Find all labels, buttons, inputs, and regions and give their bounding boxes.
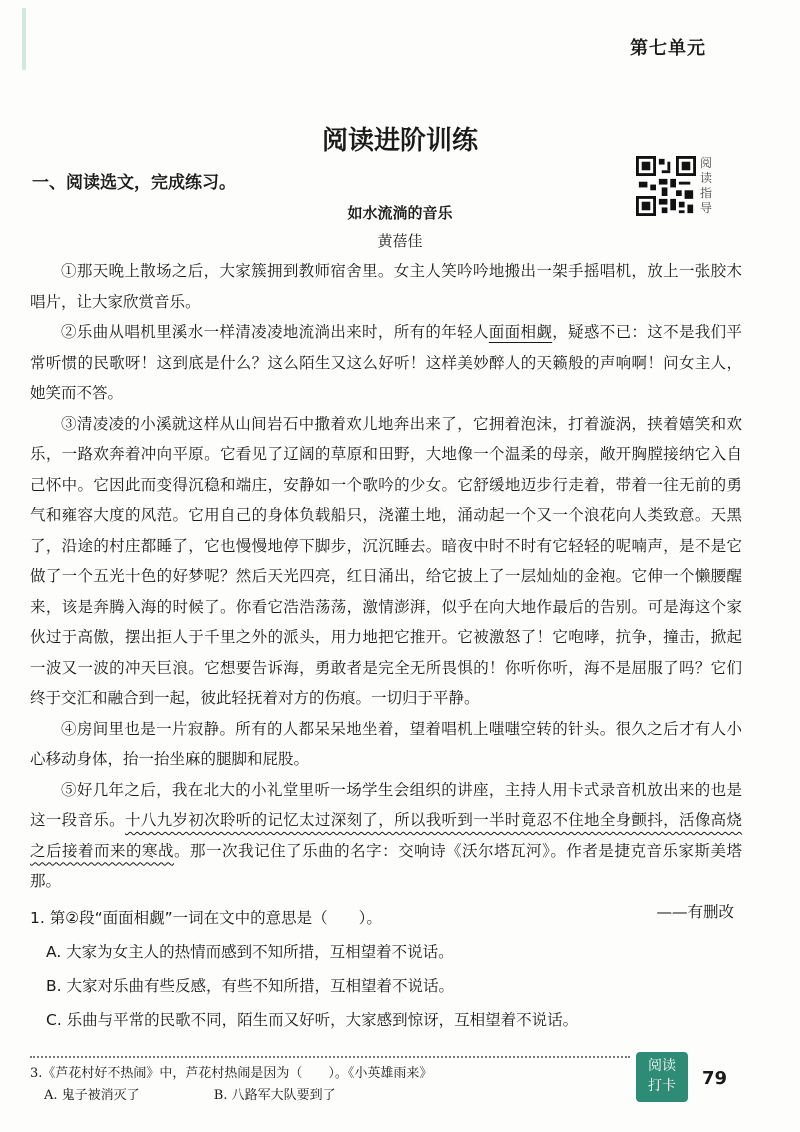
- footer-options: [44, 1084, 406, 1103]
- footer-question: 3.《芦花村好不热闹》中，芦花村热闹是因为（ ）。《小英雄雨来》: [30, 1066, 433, 1081]
- paragraph-3: ③清凌凌的小溪就这样从山间岩石中撒着欢儿地奔出来了，它拥着泡沫，打着漩涡，挟着嬉笑和欢乐，一路欢奔着冲向平原。它看见了辽阔的草原和田野，大地像一个温柔的母亲，敞开胸膛接纳它入自己怀中。它因此而变得沉稳和端庄，安静如一个歌吟的少女。它舒缓地迈步行走着，带着一往无前的勇气和雍容大度的风范。它用自己的身体负载船只，浇灌土地，涌动起一个又一个浪花向人类致意。天黑了，沿途的村庄都睡了，它也慢慢地停下脚步，沉沉睡去。暗夜中时不时有它轻轻的呢喃声，是不是它做了一个五光十色的好梦呢？然后天光四亮，红日涌出，给它披上了一层灿灿的金袍。它伸一个懒腰醒来，该是奔腾入海的时候了。你看它浩浩荡荡，激情澎湃，似乎在向大地作最后的告别。可是海这个家伙过于高傲，摆出拒人于千里之外的派头，用力地把它推开。它被激怒了！它咆哮，抗争，撞击，掀起一波又一波的冲天巨浪。它想要告诉海，勇敢者是完全无所畏惧的！你听你听，海不是屈服了吗？它们终于交汇和融合到一起，彼此轻抚着对方的伤痕。一切归于平静。: [30, 414, 742, 707]
- paragraph-5-text-c: 。那一次我记住了乐曲的名字：交响诗《沃尔塔瓦河》。作者是捷克音乐家斯美塔那。: [30, 841, 742, 890]
- unit-label: 第七单元: [630, 38, 706, 59]
- question-1: [30, 906, 742, 1042]
- paragraph-2: [30, 317, 742, 409]
- page-title: 阅读进阶训练: [321, 126, 478, 156]
- paragraph-5: [30, 775, 742, 897]
- dotted-divider: [30, 1056, 630, 1058]
- footer-option-a[interactable]: A. 鬼子被消灭了: [44, 1088, 140, 1103]
- question-1-option-a[interactable]: A. 大家为女主人的热情而感到不知所措，互相望着不说话。: [46, 943, 454, 961]
- source-note: ——有删改: [656, 902, 734, 921]
- qr-label: 阅读指导: [700, 156, 713, 215]
- underlined-phrase: 面面相觑: [488, 323, 553, 341]
- question-1-option-c[interactable]: C. 乐曲与平常的民歌不同，陌生而又好听，大家感到惊讶，互相望着不说话。: [46, 1011, 579, 1029]
- page-number: 79: [702, 1068, 728, 1089]
- paragraph-2-text-c: ，疑惑不已：这不是我们平常听惯的民歌呀！这到底是什么？这么陌生又这么好听！这样美妙醉人的天籁般的声响啊！问女主人，她笑而不答。: [30, 323, 742, 402]
- question-1-stem: 1. 第②段“面面相觑”一词在文中的意思是（ ）。: [30, 909, 382, 927]
- article-body: [30, 256, 742, 927]
- section-heading: 一、阅读选文，完成练习。: [32, 173, 236, 193]
- paragraph-5-text-a: ⑤好几年之后，我在北大的小礼堂里听一场学生会组织的讲座，主持人用卡式录音机放出来的也是这一段音乐。: [30, 780, 742, 829]
- badge-line-2: 打卡: [648, 1078, 676, 1094]
- paragraph-4: ④房间里也是一片寂静。所有的人都呆呆地坐着，望着唱机上嗤嗤空转的针头。很久之后才有人小心移动身体，抬一抬坐麻的腿脚和屁股。: [30, 719, 742, 768]
- question-1-option-b[interactable]: B. 大家对乐曲有些反感，有些不知所措，互相望着不说话。: [46, 977, 454, 995]
- page-edge-bar: [22, 8, 26, 70]
- article-title: 如水流淌的音乐: [347, 204, 453, 222]
- reading-checkin-badge[interactable]: [636, 1052, 688, 1102]
- wavy-underlined-sentence: 十八九岁初次聆听的记忆太过深刻了，所以我听到一半时竟忍不住地全身颤抖，活像高烧之后接着而来的寒战: [30, 811, 742, 860]
- badge-line-1: 阅读: [648, 1058, 676, 1074]
- article-author: 黄蓓佳: [377, 232, 423, 250]
- paragraph-1: ①那天晚上散场之后，大家簇拥到教师宿舍里。女主人笑吟吟地搬出一架手摇唱机，放上一张胶木唱片，让大家欣赏音乐。: [30, 262, 742, 311]
- footer-option-b[interactable]: B. 八路军大队要到了: [213, 1088, 336, 1103]
- paragraph-2-text-a: ②乐曲从唱机里溪水一样清凌凌地流淌出来时，所有的年轻人: [61, 323, 489, 341]
